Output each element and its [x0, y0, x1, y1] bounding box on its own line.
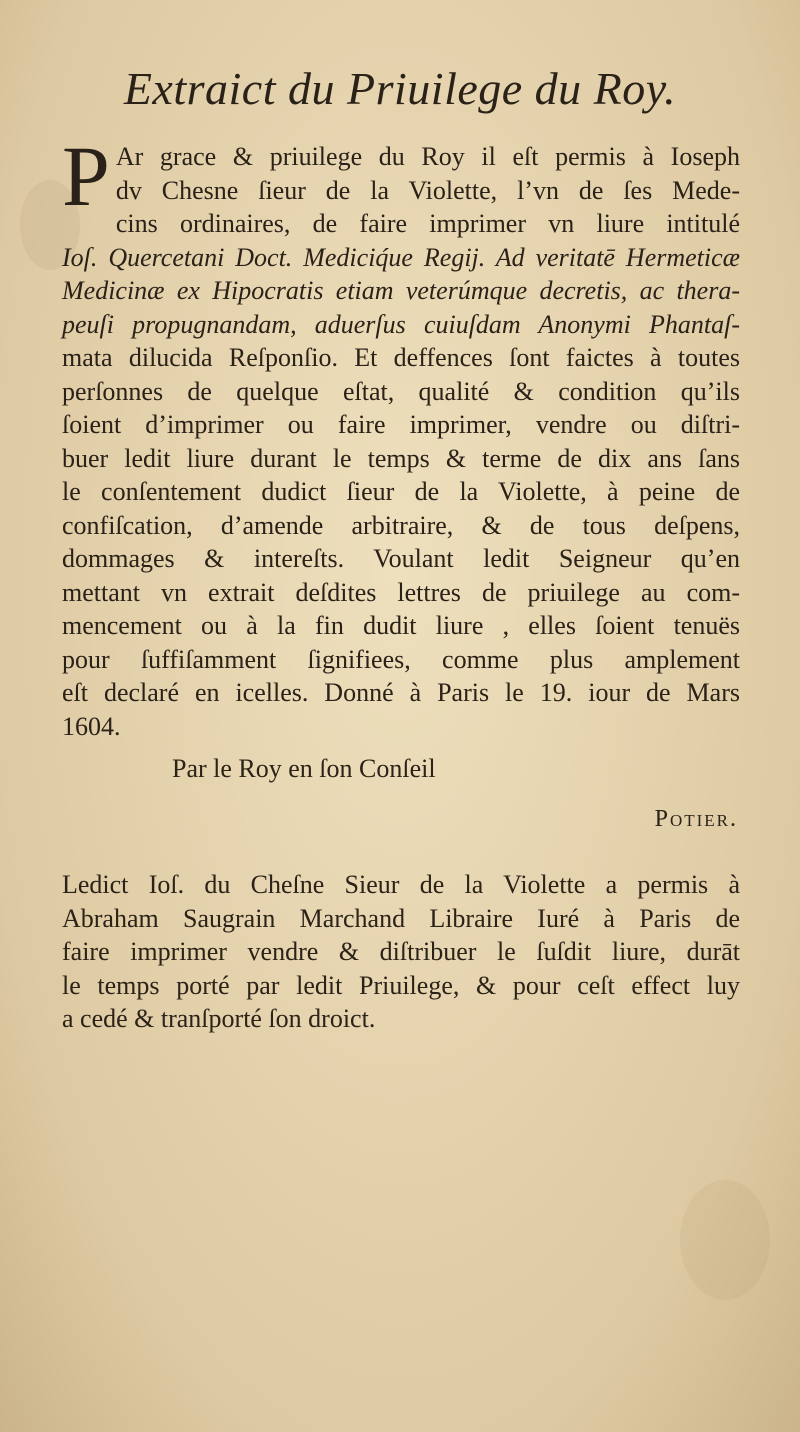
text-line: le temps porté par ledit Priuilege, & pour ceſt effect luy — [62, 970, 740, 1000]
privilege-paragraph — [62, 128, 740, 743]
text-line: Ar grace & priuilege du Roy il eſt permis à Ioseph — [115, 142, 740, 171]
text-line: cins ordinaires, de faire imprimer vn liure intitulé — [115, 209, 740, 238]
text-line: eſt declaré en icelles. Donné à Paris le 19. iour de Mars — [62, 678, 740, 707]
text-line-italic: Ioſ. Quercetani Doct. Mediciq́ue Regij. Ad veritatē Hermeticæ — [62, 242, 740, 272]
text-line: le conſentement dudict ſieur de la Violette, à peine de — [62, 477, 740, 506]
paper-stain — [680, 1180, 770, 1300]
signatory-name: Potier. — [654, 806, 738, 832]
text-line: ſoient d’imprimer ou faire imprimer, vendre ou diſtri- — [62, 410, 740, 439]
text-line: Ledict Ioſ. du Cheſne Sieur de la Violette a permis à — [62, 870, 740, 899]
page-title: Extraict du Priuilege du Roy. — [123, 63, 677, 114]
text-line: confiſcation, d’amende arbitraire, & de tous deſpens, — [62, 510, 740, 540]
text-line: mata dilucida Reſponſio. Et deffences ſont faictes à toutes — [62, 343, 740, 372]
text-line: buer ledit liure durant le temps & terme de dix ans ſans — [62, 443, 740, 473]
text-line: Abraham Saugrain Marchand Libraire Iuré à Paris de — [62, 903, 740, 933]
text-line: 1604. — [62, 711, 121, 741]
text-line: faire imprimer vendre & diſtribuer le ſuſdit liure, durāt — [62, 937, 740, 966]
transfer-paragraph — [62, 868, 740, 1036]
drop-cap: P — [62, 128, 110, 224]
text-line: mencement ou à la fin dudit liure , elles ſoient tenuës — [62, 611, 740, 640]
text-line: a cedé & tranſporté ſon droict. — [62, 1004, 376, 1033]
text-line: perſonnes de quelque eſtat, qualité & condition qu’ils — [62, 376, 740, 406]
text-line: mettant vn extrait deſdites lettres de priuilege au com- — [62, 577, 740, 607]
text-line-italic: peuſi propugnandam, aduerſus cuiuſdam Anonymi Phantaſ- — [62, 309, 740, 339]
royal-council-line: Par le Roy en ſon Conſeil — [172, 754, 436, 783]
text-line: dommages & intereſts. Voulant ledit Seigneur qu’en — [62, 544, 740, 573]
text-line: dv Chesne ſieur de la Violette, l’vn de ſes Mede- — [115, 175, 740, 205]
text-line: pour ſuffiſamment ſignifiees, comme plus amplement — [62, 644, 740, 674]
text-line-italic: Medicinæ ex Hipocratis etiam veterúmque decretis, ac thera- — [62, 276, 740, 305]
